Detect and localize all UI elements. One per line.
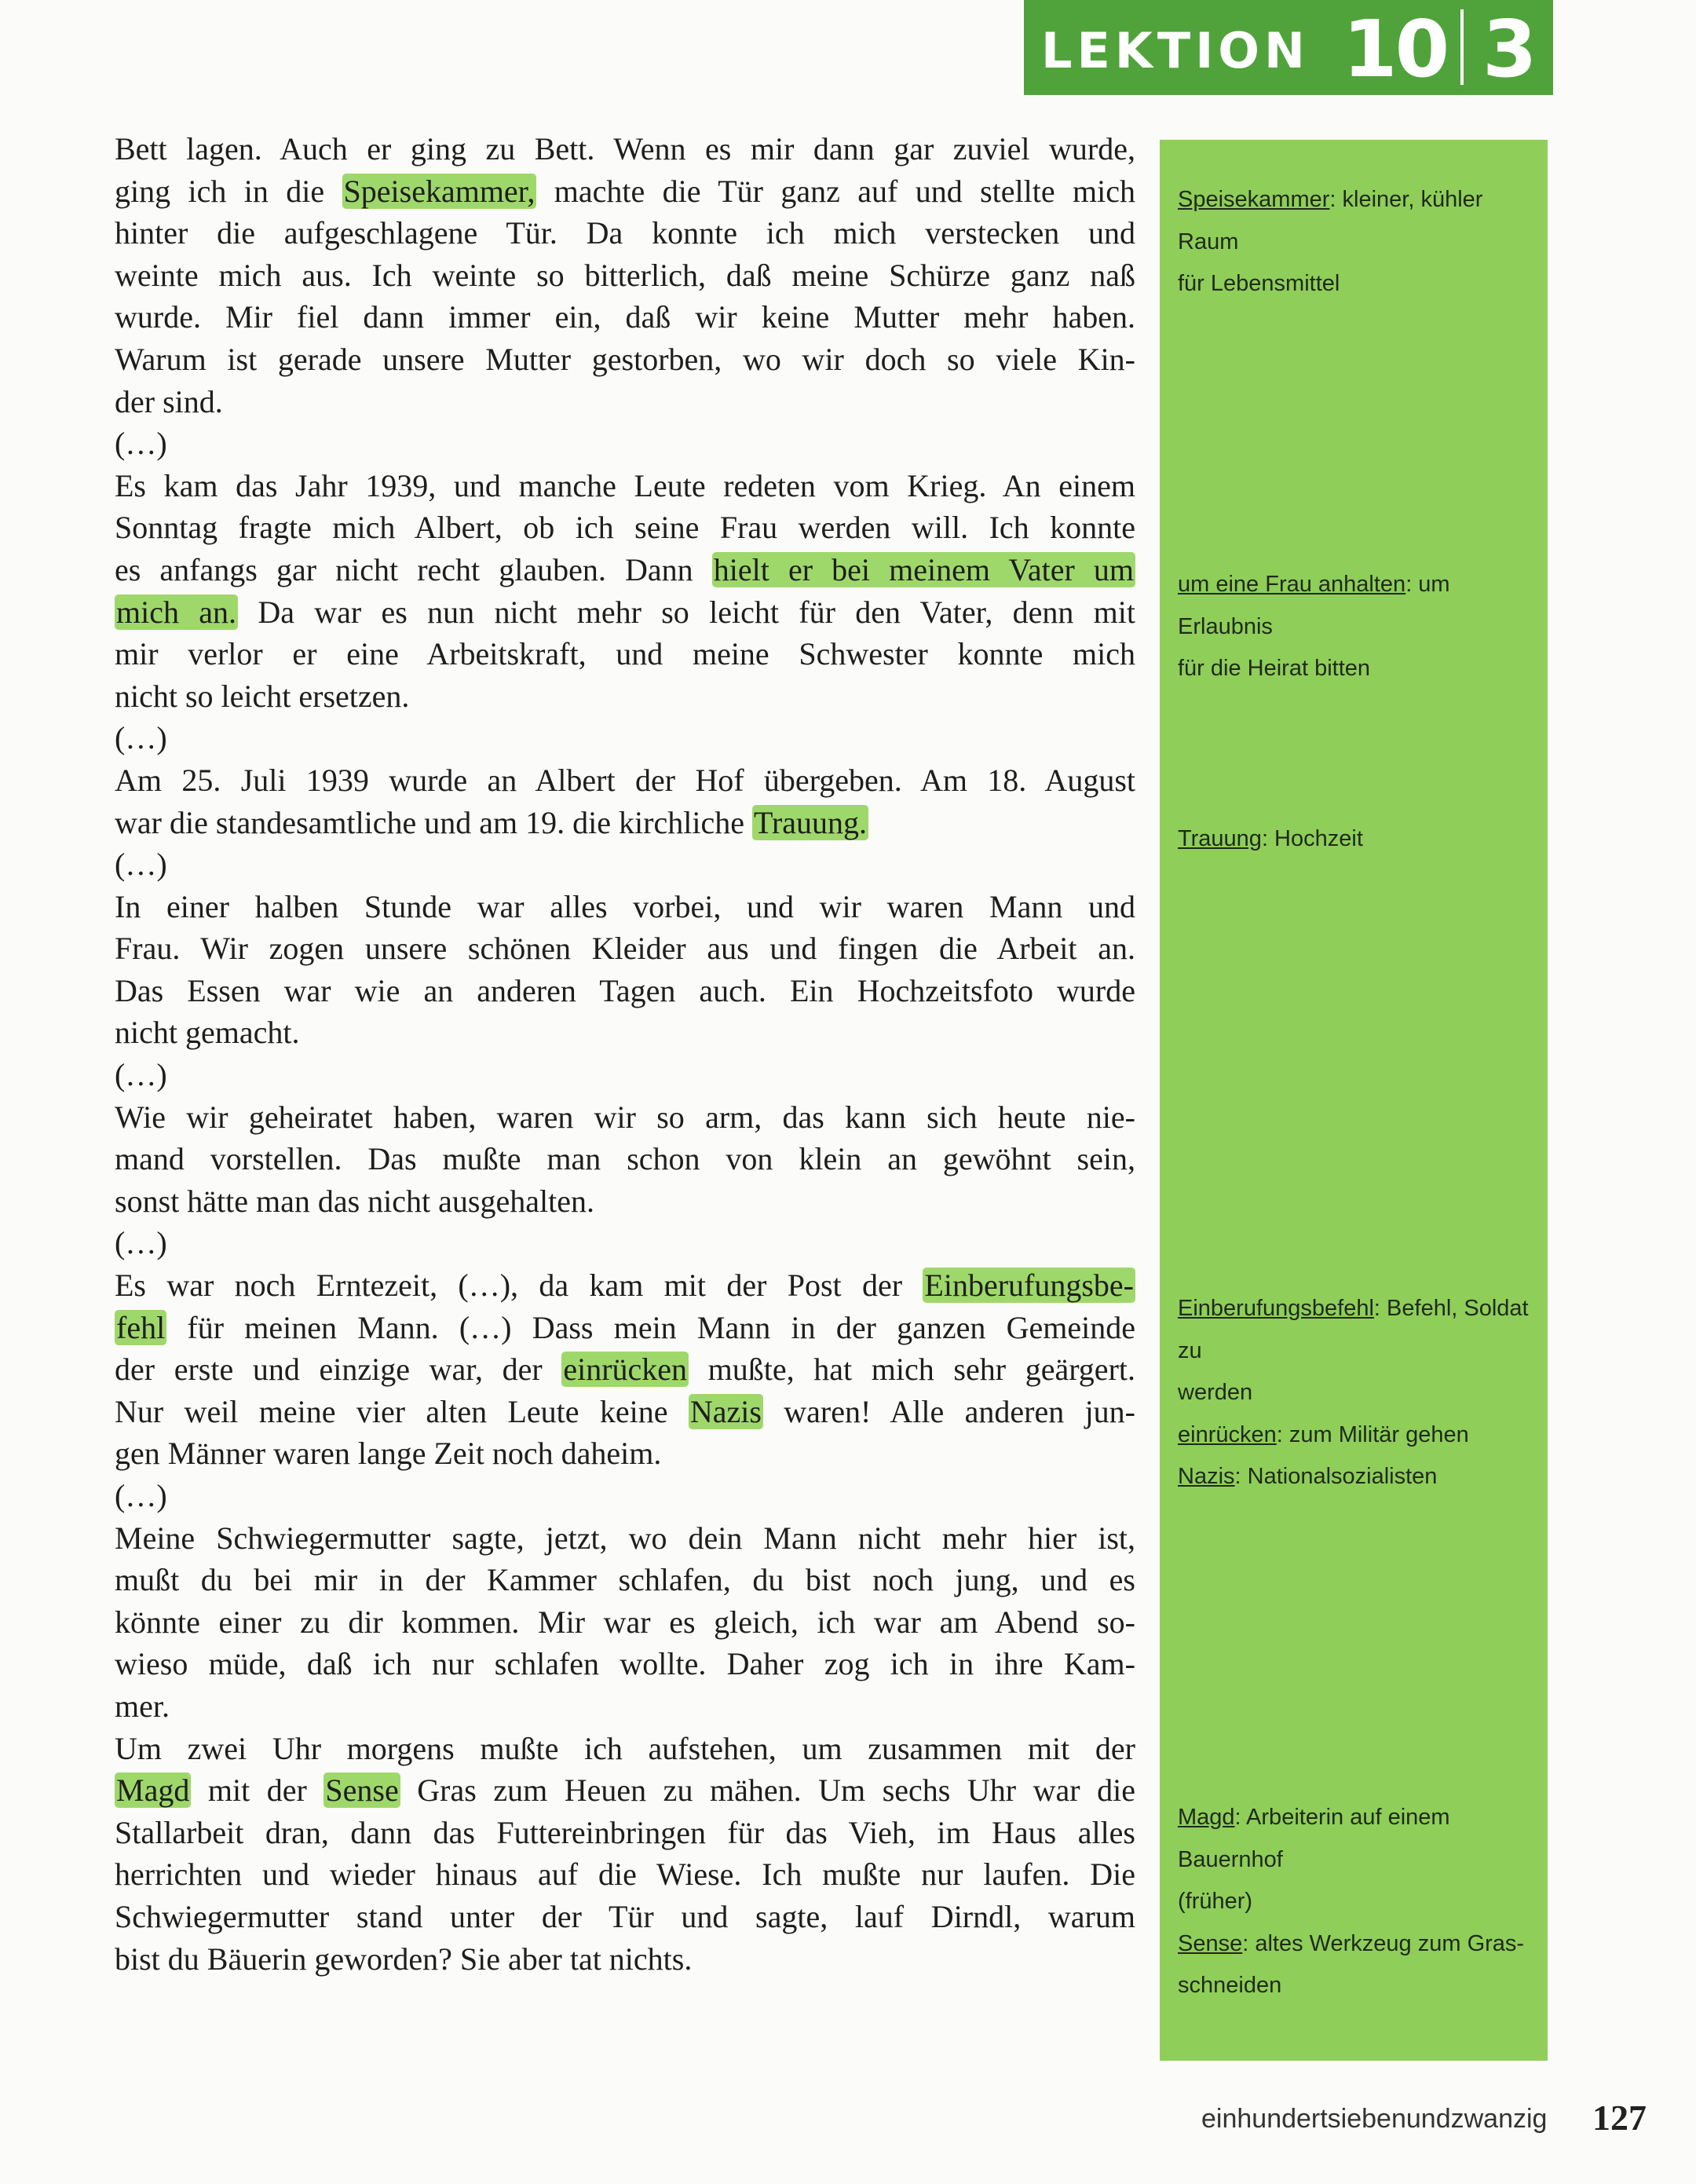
highlight-speisekammer: Speisekammer, xyxy=(343,173,535,209)
gloss-trauung xyxy=(1178,818,1539,861)
text-line: könnte einer zu dir kommen. Mir war es gleich, ich war am Abend so- xyxy=(115,1604,1135,1640)
header-divider xyxy=(1460,9,1464,85)
text-span: Da war es nun nicht mehr so leicht für den Vater, denn mit xyxy=(238,594,1135,630)
text-line xyxy=(115,1769,1135,1812)
text-line: Meine Schwiegermutter sagte, jetzt, wo dein Mann nicht mehr hier ist, xyxy=(115,1520,1135,1556)
text-line: (…) xyxy=(115,1225,167,1261)
text-line: herrichten und wieder hinaus auf die Wiese. Ich mußte nur laufen. Die xyxy=(115,1857,1135,1893)
text-line: sonst hätte man das nicht ausgehalten. xyxy=(115,1183,594,1219)
text-line: Stallarbeit dran, dann das Futtereinbringen für das Vieh, im Haus alles xyxy=(115,1814,1135,1850)
gloss-speisekammer xyxy=(1178,179,1539,305)
gloss-term: um eine Frau anhalten xyxy=(1178,572,1406,597)
gloss-definition: : kleiner, kühler Raum xyxy=(1178,187,1483,254)
text-line: hinter die aufgeschlagene Tür. Da konnte ich mich verstecken und xyxy=(115,215,1135,251)
highlight-magd: Magd xyxy=(116,1772,190,1809)
text-line: Das Essen war wie an anderen Tagen auch. Ein Hochzeitsfoto wurde xyxy=(115,972,1135,1008)
glossary-panel xyxy=(1160,140,1548,2061)
gloss-definition: : Hochzeit xyxy=(1261,826,1363,851)
lesson-header xyxy=(1024,0,1553,95)
text-line: wurde. Mir fiel dann immer ein, daß wir keine Mutter mehr haben. xyxy=(115,299,1135,335)
text-span: der erste und einzige war, der xyxy=(115,1352,562,1388)
text-line: Warum ist gerade unsere Mutter gestorben, wo wir doch so viele Kin- xyxy=(115,341,1135,377)
text-span: für meinen Mann. (…) Dass mein Mann in der ganzen Gemeinde xyxy=(166,1309,1135,1345)
page-number-word: einhundertsiebenundzwanzig xyxy=(1201,2104,1548,2134)
gloss-term: Speisekammer xyxy=(1178,187,1330,212)
highlight-einberufungsbefehl-cont: fehl xyxy=(116,1309,166,1345)
gloss-definition: schneiden xyxy=(1178,1973,1282,1999)
gloss-term: Sense xyxy=(1178,1930,1243,1956)
gloss-einberufungsbefehl xyxy=(1178,1288,1539,1498)
text-line: (…) xyxy=(115,1057,167,1093)
gloss-term: Magd xyxy=(1178,1805,1235,1830)
text-span: es anfangs gar nicht recht glauben. Dann xyxy=(115,551,712,587)
text-line xyxy=(115,1348,1135,1391)
lesson-label: LEKTION xyxy=(1041,22,1310,79)
lesson-section-number: 3 xyxy=(1482,3,1537,95)
text-line: mer. xyxy=(115,1688,170,1724)
highlight-anhalten-cont: mich an. xyxy=(116,594,237,630)
text-line: Am 25. Juli 1939 wurde an Albert der Hof übergeben. Am 18. August xyxy=(115,762,1135,798)
highlight-einruecken: einrücken xyxy=(563,1352,688,1388)
text-line xyxy=(115,549,1135,591)
text-line: (…) xyxy=(115,847,167,883)
text-line: mußt du bei mir in der Kammer schlafen, du bist noch jung, und es xyxy=(115,1562,1135,1598)
page-number: 127 xyxy=(1592,2098,1647,2138)
text-span: machte die Tür ganz auf und stellte mich xyxy=(536,173,1135,209)
text-line xyxy=(115,1264,1135,1307)
gloss-term: Einberufungsbefehl xyxy=(1178,1296,1374,1321)
gloss-term: einrücken xyxy=(1178,1421,1277,1447)
gloss-anhalten xyxy=(1178,564,1539,690)
text-line: gen Männer waren lange Zeit noch daheim. xyxy=(115,1436,662,1472)
highlight-einberufungsbefehl: Einberufungsbe- xyxy=(924,1268,1134,1304)
text-line xyxy=(115,1307,1135,1349)
gloss-term: Nazis xyxy=(1178,1464,1235,1490)
gloss-definition: werden xyxy=(1178,1380,1253,1406)
gloss-definition: für die Heirat bitten xyxy=(1178,656,1371,682)
text-line: Es kam das Jahr 1939, und manche Leute redeten vom Krieg. An einem xyxy=(115,467,1135,503)
text-line: Um zwei Uhr morgens mußte ich aufstehen, um zusammen mit der xyxy=(115,1730,1135,1766)
gloss-definition: : Befehl, Soldat zu xyxy=(1178,1296,1529,1363)
text-line: (…) xyxy=(115,1478,167,1513)
lesson-chapter-number: 10 xyxy=(1343,3,1448,95)
gloss-term: Trauung xyxy=(1178,826,1262,851)
text-line: nicht gemacht. xyxy=(115,1015,300,1051)
highlight-sense: Sense xyxy=(325,1772,399,1809)
gloss-definition: : altes Werkzeug zum Gras- xyxy=(1242,1930,1525,1956)
text-span: war die standesamtliche und am 19. die kirchliche xyxy=(115,804,752,840)
gloss-definition: für Lebensmittel xyxy=(1178,271,1340,297)
text-line: weinte mich aus. Ich weinte so bitterlich, daß meine Schürze ganz naß xyxy=(115,257,1135,293)
text-span: Gras zum Heuen zu mähen. Um sechs Uhr war die xyxy=(400,1772,1135,1809)
text-line xyxy=(115,1391,1135,1433)
text-line: In einer halben Stunde war alles vorbei, und wir waren Mann und xyxy=(115,888,1135,924)
text-line: (…) xyxy=(115,720,167,756)
text-span: ging ich in die xyxy=(115,173,342,209)
text-span: Es war noch Erntezeit, (…), da kam mit der Post der xyxy=(115,1268,923,1304)
text-line: der sind. xyxy=(115,383,223,419)
highlight-nazis: Nazis xyxy=(689,1393,762,1429)
text-line: Bett lagen. Auch er ging zu Bett. Wenn es mir dann gar zuviel wurde, xyxy=(115,131,1135,166)
text-line: Sonntag fragte mich Albert, ob ich seine Frau werden will. Ich konnte xyxy=(115,510,1135,546)
text-span: Nur weil meine vier alten Leute keine xyxy=(115,1393,689,1429)
gloss-definition: : Nationalsozialisten xyxy=(1234,1464,1438,1490)
text-line: Wie wir geheiratet haben, waren wir so arm, das kann sich heute nie- xyxy=(115,1099,1135,1135)
text-line: mir verlor er eine Arbeitskraft, und meine Schwester konnte mich xyxy=(115,636,1135,672)
highlight-anhalten: hielt er bei meinem Vater um xyxy=(713,551,1134,587)
text-line: (…) xyxy=(115,426,167,462)
text-line xyxy=(115,170,1135,213)
gloss-magd xyxy=(1178,1797,1539,2007)
text-span: mußte, hat mich sehr geärgert. xyxy=(689,1352,1135,1388)
text-line xyxy=(115,591,1135,634)
highlight-trauung: Trauung. xyxy=(753,804,868,840)
text-span: waren! Alle anderen jun- xyxy=(762,1393,1135,1429)
gloss-definition: : Arbeiterin auf einem Bauernhof xyxy=(1178,1805,1450,1872)
gloss-definition: : um Erlaubnis xyxy=(1178,572,1450,639)
text-line: bist du Bäuerin geworden? Sie aber tat nichts. xyxy=(115,1941,693,1977)
text-line: Frau. Wir zogen unsere schönen Kleider aus und fingen die Arbeit an. xyxy=(115,931,1135,967)
gloss-definition: (früher) xyxy=(1178,1889,1253,1915)
text-line: nicht so leicht ersetzen. xyxy=(115,678,410,714)
text-line xyxy=(115,802,1135,844)
main-text xyxy=(115,128,1135,1980)
text-line: wieso müde, daß ich nur schlafen wollte. Daher zog ich in ihre Kam- xyxy=(115,1646,1135,1682)
gloss-definition: : zum Militär gehen xyxy=(1276,1421,1469,1447)
text-line: mand vorstellen. Das mußte man schon von klein an gewöhnt sein, xyxy=(115,1141,1135,1177)
text-span: mit der xyxy=(191,1772,324,1809)
text-line: Schwiegermutter stand unter der Tür und sagte, lauf Dirndl, warum xyxy=(115,1898,1135,1934)
